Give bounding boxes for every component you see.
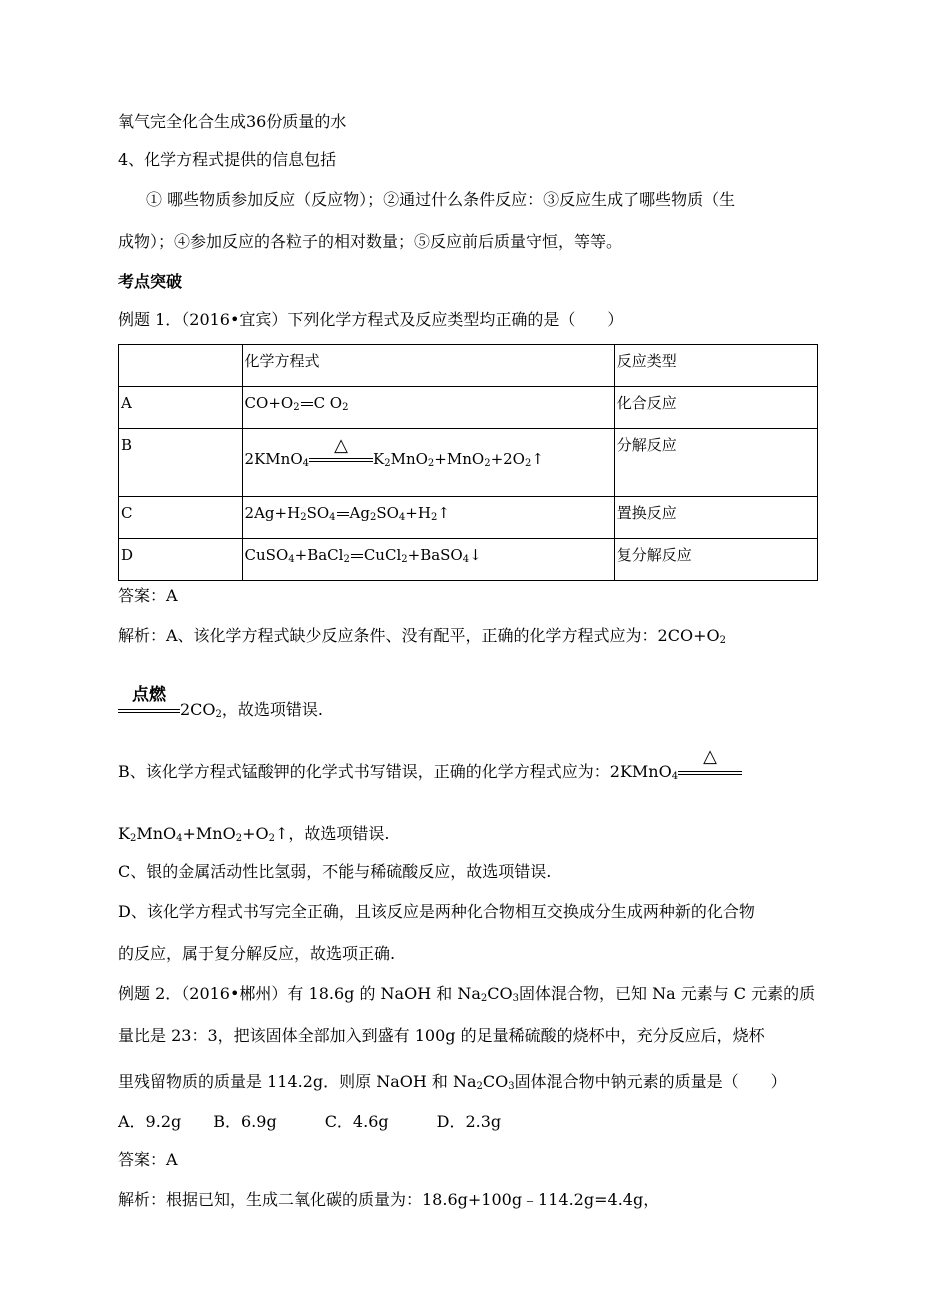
header-cell-blank: [119, 345, 243, 387]
example-2-line-2: 量比是 23：3，把该固体全部加入到盛有 100g 的足量稀硫酸的烧杯中，充分反应后，烧杯: [118, 1026, 765, 1045]
answer-1: 答案：A: [118, 586, 178, 605]
table-row: [119, 497, 818, 539]
reaction-type: 复分解反应: [614, 539, 817, 581]
example-1-question: 例题 1．（2016•宜宾）下列化学方程式及反应类型均正确的是（ ）: [118, 310, 624, 329]
example-2-line-3: 里残留物质的质量是 114.2g．则原 NaOH 和 $Na_2CO_3$固体混合物中钠元素的质量是（ ）: [118, 1072, 787, 1092]
example-2-options: A．9.2g B．6.9g C．4.6g D．2.3g: [118, 1112, 502, 1131]
heat-icon: △: [334, 435, 348, 456]
reaction-type: 化合反应: [614, 387, 817, 429]
line-1: 氧气完全化合生成36份质量的水: [118, 112, 347, 131]
example-2-line-1: 例题 2．（2016•郴州）有 18.6g 的 NaOH 和 $Na_2CO_3$固体混合物，已知 Na 元素与 C 元素的质: [118, 984, 816, 1004]
header-cell-type: 反应类型: [614, 345, 817, 387]
reaction-table: [118, 344, 818, 581]
section-heading: 考点突破: [118, 272, 183, 291]
ignite-condition: 点燃: [132, 684, 166, 705]
line-4: 成物）；④参加反应的各粒子的相对数量；⑤反应前后质量守恒，等等。: [118, 232, 623, 251]
explanation-b-products: $K_2MnO_4+MnO_2+O_2↑$，故选项错误.: [118, 824, 390, 844]
explanation-d-2: 的反应，属于复分解反应，故选项正确.: [118, 944, 396, 963]
header-cell-equation: 化学方程式: [242, 345, 614, 387]
explanation-c: C、银的金属活动性比氢弱，不能与稀硫酸反应，故选项错误.: [118, 862, 552, 881]
explanation-2: 解析：根据已知，生成二氧化碳的质量为：18.6g+100g﹣114.2g=4.4g，: [118, 1190, 660, 1209]
explanation-d-1: D、该化学方程式书写完全正确，且该反应是两种化合物相互交换成分生成两种新的化合物: [118, 902, 755, 921]
table-row: [119, 429, 818, 497]
table-header-row: [119, 345, 818, 387]
row-label: C: [119, 497, 243, 539]
row-label: D: [119, 539, 243, 581]
reaction-type: 置换反应: [614, 497, 817, 539]
table-row: [119, 539, 818, 581]
explanation-1: 解析：A、该化学方程式缺少反应条件、没有配平，正确的化学方程式应为：$2CO+O_2$: [118, 626, 726, 646]
line-3: ① 哪些物质参加反应（反应物）；②通过什么条件反应：③反应生成了哪些物质（生: [146, 190, 736, 209]
row-label: A: [119, 387, 243, 429]
equation-cell: 2KMnO$_4$ △ $K_2MnO_2+MnO_2+2O_2↑$: [242, 429, 614, 497]
answer-2: 答案：A: [118, 1150, 178, 1169]
equation-cell: CuSO$_4$+BaCl$_2$ CuCl$_2$+BaSO$_4$↓: [242, 539, 614, 581]
reaction-type: 分解反应: [614, 429, 817, 497]
line-2: 4、化学方程式提供的信息包括: [118, 150, 337, 169]
equation-cell: $2Ag+H_2SO_4$ $Ag_2SO_4+H_2↑$: [242, 497, 614, 539]
row-label: B: [119, 429, 243, 497]
heat-icon: △: [703, 745, 717, 767]
table-row: [119, 387, 818, 429]
equation-cell: $CO+O_2$ C $O_2$: [242, 387, 614, 429]
explanation-b: B、该化学方程式锰酸钾的化学式书写错误，正确的化学方程式应为：2KMnO$_4$ △: [118, 762, 742, 787]
explanation-1-equation: 点燃 $2CO_2$，故选项错误.: [118, 700, 323, 725]
